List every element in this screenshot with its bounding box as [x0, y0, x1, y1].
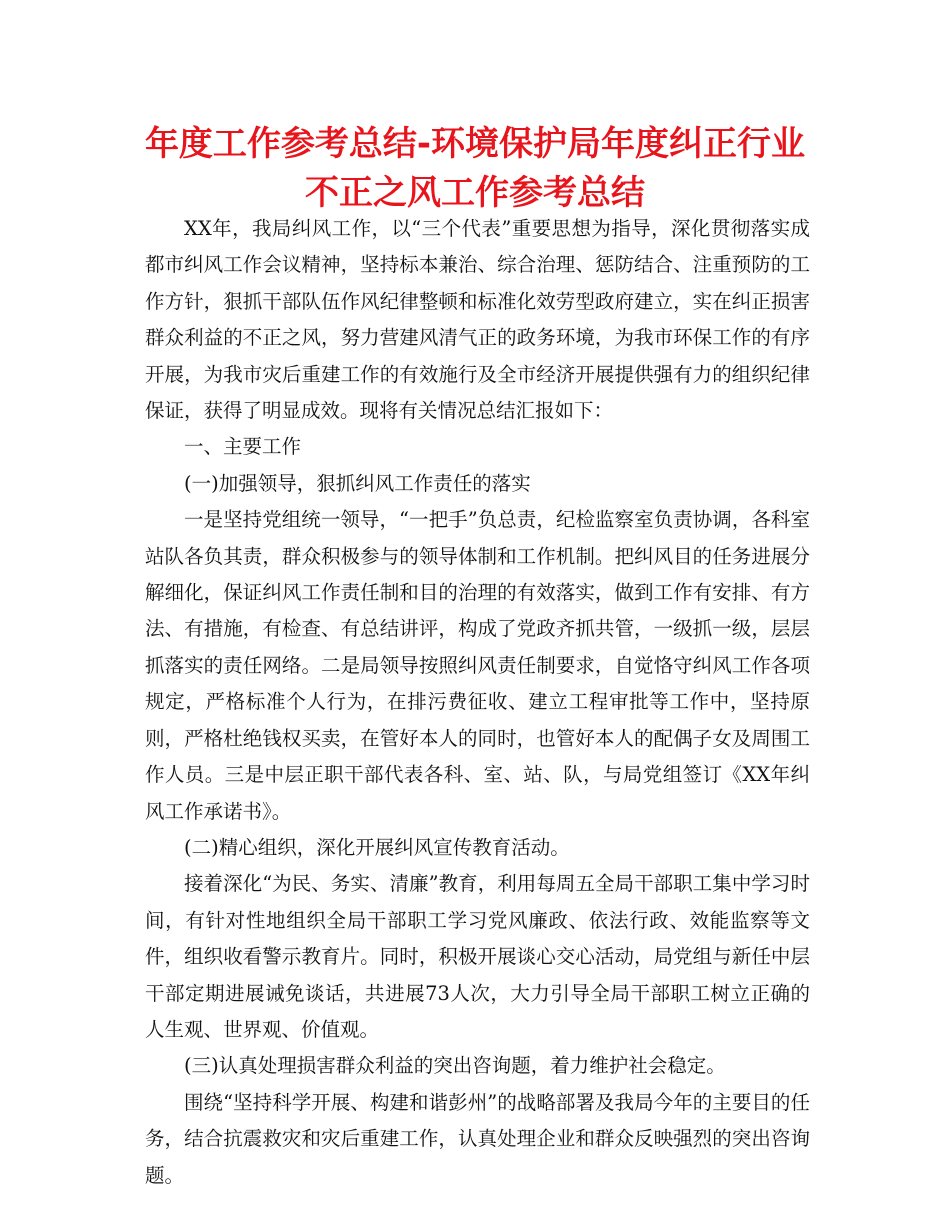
paragraph-issues: 围绕“坚持科学开展、构建和谐彭州”的战略部署及我局今年的主要目的任务，结合抗震救灾和灾后重建工作，认真处理企业和群众反映强烈的突出咨询题。 — [145, 1090, 810, 1187]
subheading-2: (二)精心组织，深化开展纠风宣传教育活动。 — [184, 835, 570, 859]
document-body — [145, 211, 810, 1194]
document-title: 年度工作参考总结-环境保护局年度纠正行业不正之风工作参考总结 — [144, 124, 806, 213]
subheading-3: (三)认真处理损害群众利益的突出咨询题，着力维护社会稳定。 — [184, 1054, 726, 1078]
subheading-1: (一)加强领导，狠抓纠风工作责任的落实 — [184, 471, 531, 495]
paragraph-intro: XX年，我局纠风工作，以“三个代表”重要思想为指导，深化贯彻落实成都市纠风工作会议精神，坚持标本兼治、综合治理、惩防结合、注重预防的工作方针，狠抓干部队伍作风纪律整顿和标准化效劳型政府建立，实在纠正损害群众利益的不正之风，努力营建风清气正的政务环境，为我市环保工作的有序开展，为我市灾后重建工作的有效施行及全市经济开展提供强有力的组织纪律保证，获得了明显成效。现将有关情况总结汇报如下： — [145, 217, 810, 423]
section-heading-main-work: 一、主要工作 — [184, 435, 302, 459]
paragraph-education: 接着深化“为民、务实、清廉”教育，利用每周五全局干部职工集中学习时间，有针对性地组织全局干部职工学习党风廉政、依法行政、效能监察等文件，组织收看警示教育片。同时，积极开展谈心交心活动，局党组与新任中层干部定期进展诫免谈话，共进展73人次，大力引导全局干部职工树立正确的人生观、世界观、价值观。 — [145, 872, 810, 1041]
paragraph-leadership: 一是坚持党组统一领导，“一把手”负总责，纪检监察室负责协调，各科室站队各负其责，群众积极参与的领导体制和工作机制。把纠风目的任务进展分解细化，保证纠风工作责任制和目的治理的有效落实，做到工作有安排、有方法、有措施，有检查、有总结讲评，构成了党政齐抓共管，一级抓一级，层层抓落实的责任网络。二是局领导按照纠风责任制要求，自觉恪守纠风工作各项规定，严格标准个人行为，在排污费征收、建立工程审批等工作中，坚持原则，严格杜绝钱权买卖，在管好本人的同时，也管好本人的配偶子女及周围工作人员。三是中层正职干部代表各科、室、站、队，与局党组签订《XX年纠风工作承诺书》。 — [145, 508, 810, 823]
